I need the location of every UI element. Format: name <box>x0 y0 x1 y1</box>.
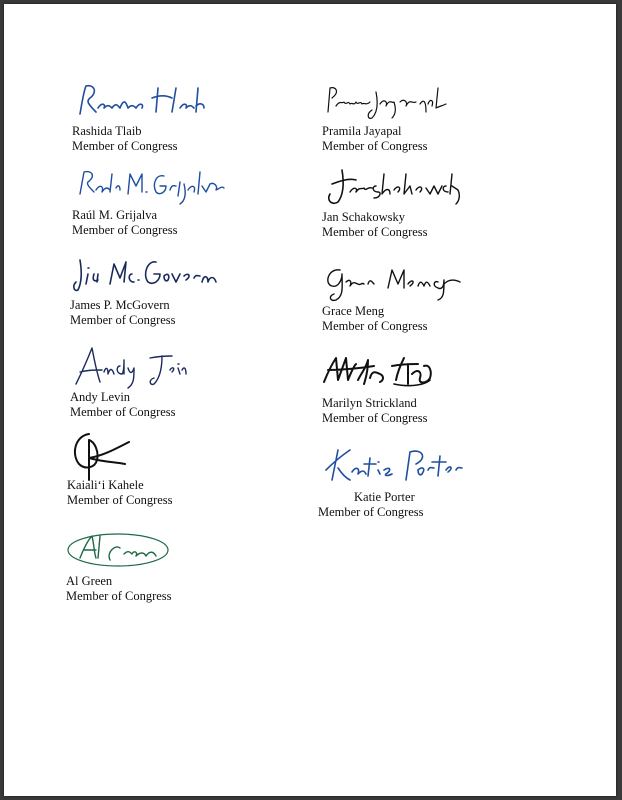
signatory-title: Member of Congress <box>70 313 176 327</box>
signatory-name: Jan Schakowsky <box>322 210 405 224</box>
signatory-name: Kaialiʻi Kahele <box>67 478 144 492</box>
signatory-title: Member of Congress <box>67 493 173 507</box>
document-page <box>4 4 616 796</box>
signature-james-mcgovern <box>70 252 230 298</box>
signatory-name: Pramila Jayapal <box>322 124 402 138</box>
signature-katie-porter <box>322 444 482 490</box>
signature-block-pramila-jayapal <box>322 78 562 154</box>
signature-block-kaialii-kahele <box>67 432 307 508</box>
signature-jan-schakowsky <box>322 164 482 210</box>
signature-andy-levin <box>70 344 230 390</box>
signature-block-rashida-tlaib <box>72 78 312 154</box>
signature-block-katie-porter <box>318 444 558 520</box>
signatory-name: Andy Levin <box>70 390 131 404</box>
signature-block-grace-meng <box>322 258 562 334</box>
signatory-title: Member of Congress <box>318 505 424 519</box>
signatory-name: Katie Porter <box>354 490 415 504</box>
signatory-title: Member of Congress <box>72 139 178 153</box>
signature-pramila-jayapal <box>322 78 482 124</box>
signature-grace-meng <box>322 258 482 304</box>
signatory-title: Member of Congress <box>70 405 176 419</box>
signature-block-al-green <box>66 528 306 604</box>
signatory-name: Marilyn Strickland <box>322 396 417 410</box>
signatory-name: James P. McGovern <box>70 298 170 312</box>
signature-kaialii-kahele <box>67 432 227 478</box>
signatory-name: Grace Meng <box>322 304 385 318</box>
signature-block-marilyn-strickland <box>322 350 562 426</box>
signature-al-green <box>66 528 226 574</box>
signature-block-raul-grijalva <box>72 162 312 238</box>
signatory-title: Member of Congress <box>322 319 428 333</box>
signatory-name: Al Green <box>66 574 113 588</box>
signature-rashida-tlaib <box>72 78 232 124</box>
signature-block-james-mcgovern <box>70 252 310 328</box>
signature-block-jan-schakowsky <box>322 164 562 240</box>
signature-block-andy-levin <box>70 344 310 420</box>
signatory-name: Rashida Tlaib <box>72 124 142 138</box>
signatory-name: Raúl M. Grijalva <box>72 208 158 222</box>
signature-marilyn-strickland <box>322 350 482 396</box>
signatory-title: Member of Congress <box>72 223 178 237</box>
signatory-title: Member of Congress <box>322 225 428 239</box>
signatory-title: Member of Congress <box>322 139 428 153</box>
signature-raul-grijalva <box>72 162 232 208</box>
signatory-title: Member of Congress <box>322 411 428 425</box>
signatory-title: Member of Congress <box>66 589 172 603</box>
